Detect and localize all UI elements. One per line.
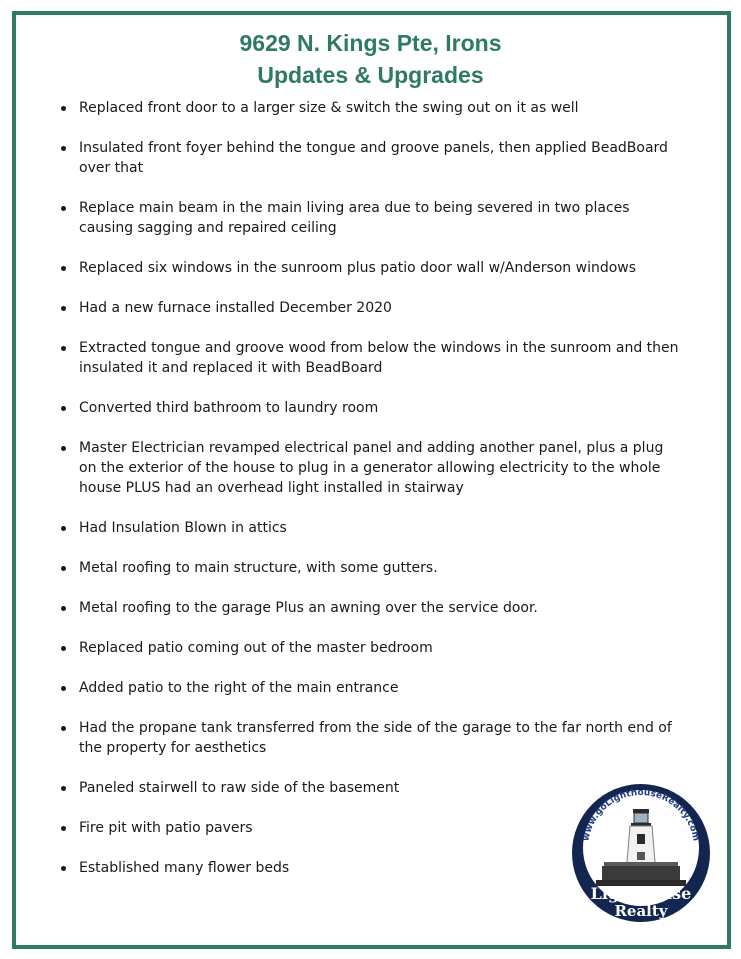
list-item: Replaced front door to a larger size & switch the swing out on it as well bbox=[60, 98, 680, 118]
logo-url-text: www.goLighthouseRealty.com bbox=[581, 787, 701, 842]
list-item: Replaced patio coming out of the master bedroom bbox=[60, 638, 680, 658]
page-title: 9629 N. Kings Pte, Irons bbox=[239, 30, 502, 56]
list-item: Paneled stairwell to raw side of the basement bbox=[60, 778, 680, 798]
list-item: Had a new furnace installed December 2020 bbox=[60, 298, 680, 318]
list-item: Metal roofing to main structure, with some gutters. bbox=[60, 558, 680, 578]
list-item: Fire pit with patio pavers bbox=[60, 818, 680, 838]
list-item: Had the propane tank transferred from the side of the garage to the far north end of the property for aesthetics bbox=[60, 718, 680, 758]
list-item: Insulated front foyer behind the tongue and groove panels, then applied BeadBoard over that bbox=[60, 138, 680, 178]
list-item: Replace main beam in the main living area due to being severed in two places causing sagging and repaired ceiling bbox=[60, 198, 680, 238]
list-item: Converted third bathroom to laundry room bbox=[60, 398, 680, 418]
lighthouse-realty-logo bbox=[570, 782, 712, 924]
list-item: Extracted tongue and groove wood from below the windows in the sunroom and then insulated it and replaced it with BeadBoard bbox=[60, 338, 680, 378]
logo-brand-line2: Realty bbox=[614, 902, 668, 920]
page-subtitle: Updates & Upgrades bbox=[257, 62, 484, 88]
logo-brand-line1: Lighthouse bbox=[590, 884, 692, 903]
updates-list bbox=[60, 98, 680, 898]
list-item: Master Electrician revamped electrical panel and adding another panel, plus a plug on the exterior of the house to plug in a generator allowing electricity to the whole house PLUS had an overhead light installed in stairway bbox=[60, 438, 680, 498]
list-item: Had Insulation Blown in attics bbox=[60, 518, 680, 538]
list-item: Replaced six windows in the sunroom plus patio door wall w/Anderson windows bbox=[60, 258, 680, 278]
list-item: Metal roofing to the garage Plus an awning over the service door. bbox=[60, 598, 680, 618]
list-item: Added patio to the right of the main entrance bbox=[60, 678, 680, 698]
list-item: Established many flower beds bbox=[60, 858, 680, 878]
